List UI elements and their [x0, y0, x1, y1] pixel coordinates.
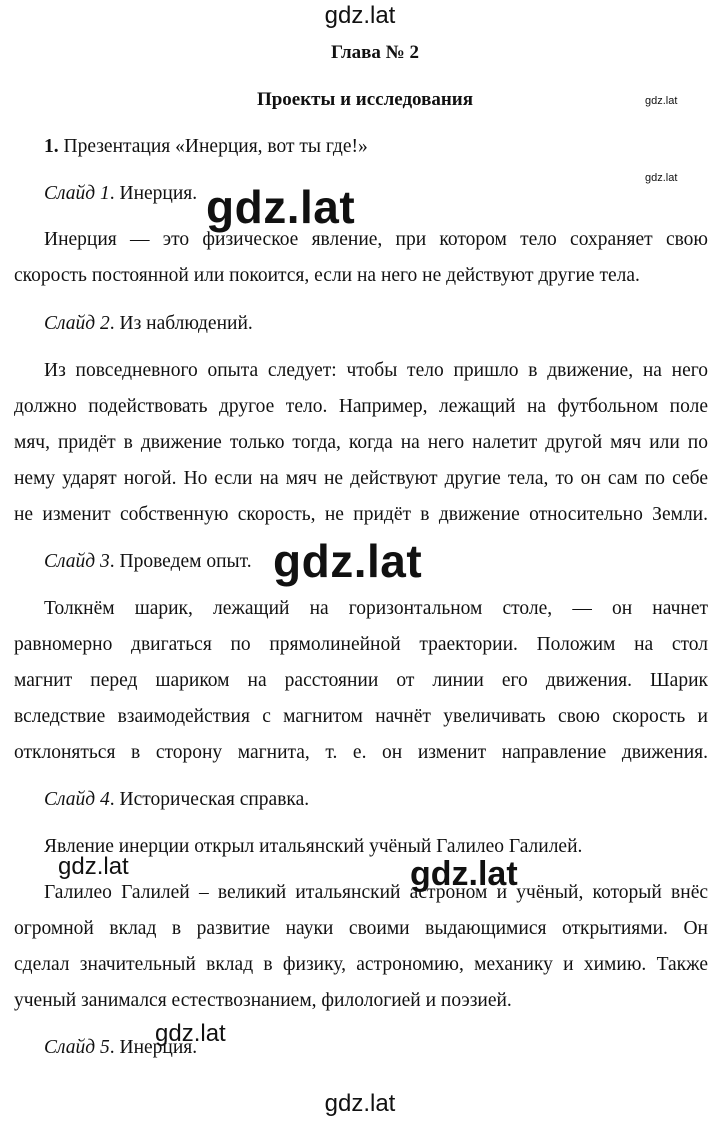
watermark-medium: gdz.lat [155, 1020, 226, 1047]
slide-label: Слайд 4 [44, 789, 110, 810]
slide-title: . Инерция. [109, 183, 198, 204]
paragraph-line: Толкнём шарик, лежащий на горизонтальном столе, — он начнет [44, 598, 708, 619]
slide-heading [44, 789, 309, 811]
slide-label: Слайд 2 [44, 313, 110, 334]
paragraph-line: мяч, придёт в движение только тогда, когда на него налетит другой мяч или по [14, 432, 708, 453]
slide-title: . Историческая справка. [109, 789, 310, 810]
paragraph-line: должно подействовать другое тело. Например, лежащий на футбольном поле [14, 396, 708, 417]
paragraph-line: вследствие взаимодействия с магнитом начнёт увеличивать свою скорость и [14, 706, 708, 727]
slide-label: Слайд 3 [44, 551, 110, 572]
slide-heading [44, 183, 197, 205]
slide-heading [44, 313, 253, 335]
slide-title: . Из наблюдений. [109, 313, 253, 334]
item-number: 1. [44, 136, 59, 157]
paragraph-line: Инерция — это физическое явление, при котором тело сохраняет свою [44, 229, 708, 250]
paragraph-line: отклоняться в сторону магнита, т. е. он изменит направление движения. [14, 742, 708, 763]
paragraph-line: огромной вклад в развитие науки своими выдающимися открытиями. Он [14, 918, 708, 939]
paragraph-line: Из повседневного опыта следует: чтобы тело пришло в движение, на него [44, 360, 708, 381]
paragraph-line: равномерно двигаться по прямолинейной траектории. Положим на стол [14, 634, 708, 655]
watermark-top: gdz.lat [324, 2, 396, 29]
paragraph-line: магнит перед шариком на расстоянии от линии его движения. Шарик [14, 670, 708, 691]
paragraph-line: ученый занимался естествознанием, филологией и поэзией. [14, 990, 512, 1011]
paragraph-line: Галилео Галилей – великий итальянский астроном и учёный, который внёс [44, 882, 708, 903]
paragraph-line: Явление инерции открыл итальянский учёный Галилео Галилей. [44, 836, 583, 857]
watermark-small: gdz.lat [645, 95, 678, 107]
item-heading [44, 136, 368, 158]
watermark-large: gdz.lat [273, 535, 423, 587]
watermark-large: gdz.lat [206, 181, 356, 233]
paragraph-line: сделал значительный вклад в физику, астрономию, механику и химию. Также [14, 954, 708, 975]
watermark-small: gdz.lat [645, 172, 678, 184]
watermark-medium: gdz.lat [58, 853, 129, 880]
slide-label: Слайд 1 [44, 183, 110, 204]
paragraph-line: скорость постоянной или покоится, если на него не действуют другие тела. [14, 265, 640, 286]
item-title: Презентация «Инерция, вот ты где!» [63, 136, 368, 157]
slide-label: Слайд 5 [44, 1037, 110, 1058]
paragraph-line: не изменит собственную скорость, не придёт в движение относительно Земли. [14, 504, 708, 525]
slide-heading [44, 551, 252, 573]
watermark-medium-bold: gdz.lat [410, 855, 518, 893]
chapter-title: Глава № 2 [331, 42, 419, 63]
section-title: Проекты и исследования [256, 89, 474, 110]
watermark-bottom: gdz.lat [324, 1090, 396, 1117]
paragraph-line: нему ударят ногой. Но если на мяч не действуют другие тела, то он сам по себе [14, 468, 708, 489]
slide-title: . Проведем опыт. [109, 551, 252, 572]
slide-title: . Инерция. [109, 1037, 198, 1058]
